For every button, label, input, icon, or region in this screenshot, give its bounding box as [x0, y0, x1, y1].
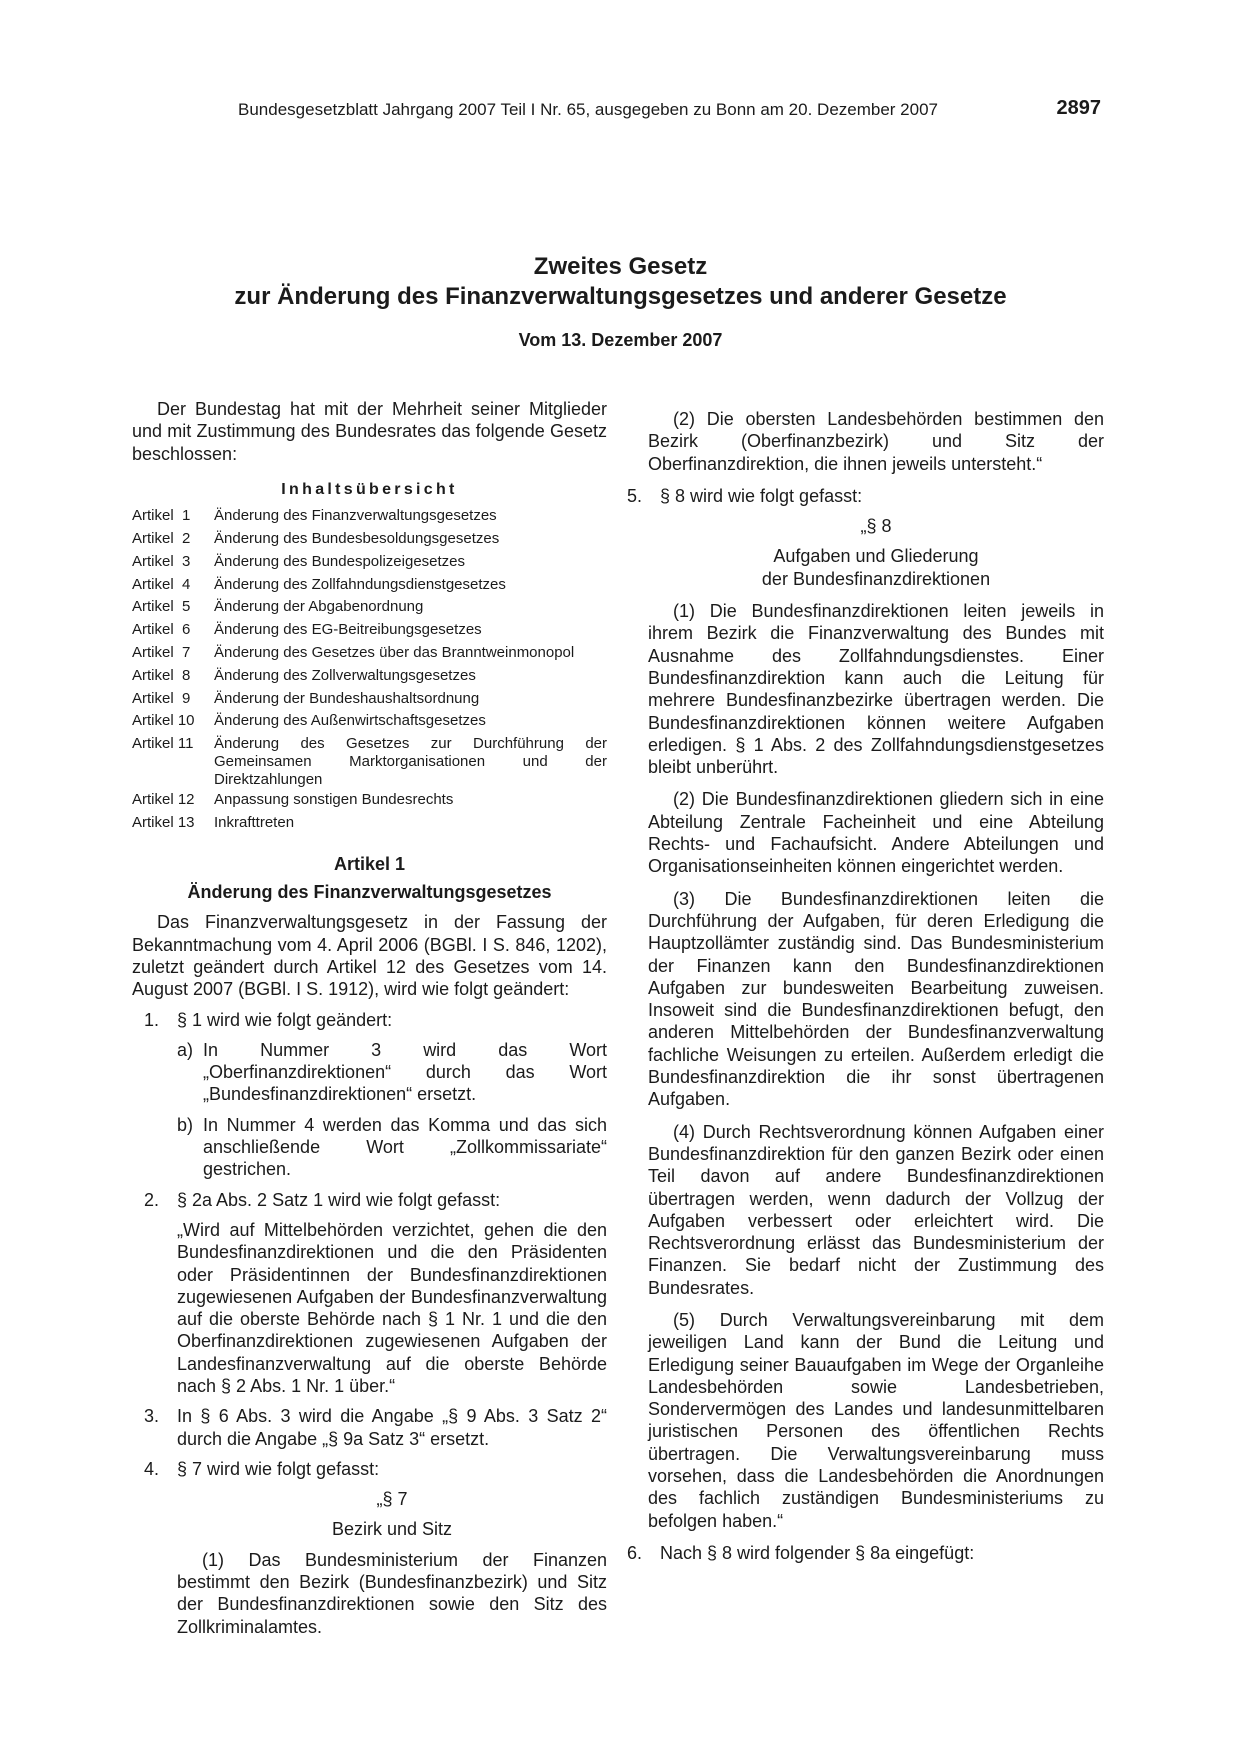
section-8-paragraph-3: (3) Die Bundesfinanzdirektionen leiten die Durchführung der Aufgaben, für deren Erledigung die Hauptzollämter zuständig sind. Das Bundesministerium der Finanzen kann den Bundesfinanzdirektionen Aufgaben zur bundesweiten Bearbeitung zuweisen. Insoweit sind die Bundesfinanzdirektionen befugt, den anderen Mittelbehörden der Bundesfinanzverwaltung fachliche Weisungen zu erteilen. Außerdem erledigt die Bundesfinanzdirektion die ihr sonst übertragenen Aufgaben.	[648, 888, 1104, 1110]
toc-article-number: Artikel 12	[132, 791, 195, 809]
left-column	[132, 398, 607, 1638]
sub-letter: b)	[177, 1114, 194, 1135]
toc-row	[132, 642, 607, 665]
toc-article-number: Artikel 11	[132, 735, 194, 753]
list-text: § 2a Abs. 2 Satz 1 wird wie folgt gefasst:	[177, 1189, 501, 1210]
toc-row	[132, 619, 607, 642]
section-title-7: Bezirk und Sitz	[331, 1519, 453, 1540]
list-text: Nach § 8 wird folgender § 8a eingefügt:	[660, 1542, 975, 1563]
toc-article-title: Änderung des Bundesbesoldungsgesetzes	[214, 529, 500, 547]
toc-article-number: Artikel 10	[132, 712, 195, 730]
section-symbol-8: „§ 8	[860, 516, 892, 537]
quoted-text: „Wird auf Mittelbehörden verzichtet, gehen die den Bundesfinanzdirektionen und die den Präsidenten oder Präsidentinnen der Bundesfinanzdirektionen zugewiesenen Aufgaben der Bundesfinanzverwaltung auf die oberste Behörde nach § 1 Nr. 1 und die den Oberfinanzdirektionen zugewiesenen Aufgaben der Landesfinanzverwaltung auf die oberste Behörde nach § 2 Abs. 1 Nr. 1 über.“	[177, 1219, 607, 1396]
toc-row	[132, 551, 607, 574]
toc-article-number: Artikel 9	[132, 689, 191, 707]
sub-letter: a)	[177, 1039, 194, 1060]
list-number: 6.	[627, 1542, 643, 1563]
toc-row	[132, 574, 607, 597]
toc-article-number: Artikel 3	[132, 552, 191, 570]
toc-article-title: Änderung des Gesetzes zur Durchführung der Gemeinsamen Marktorganisationen und der Direktzahlungen	[214, 735, 607, 789]
toc-row	[132, 596, 607, 619]
table-of-contents	[132, 505, 607, 835]
list-text: § 7 wird wie folgt gefasst:	[177, 1458, 380, 1479]
toc-row	[132, 665, 607, 688]
list-item	[615, 485, 1104, 507]
toc-article-title: Änderung des Außenwirtschaftsgesetzes	[214, 712, 486, 730]
section-title-8-line2: der Bundesfinanzdirektionen	[761, 568, 991, 589]
list-item	[132, 1405, 607, 1450]
section-7-paragraph-1: (1) Das Bundesministerium der Finanzen bestimmt den Bezirk (Bundesfinanzbezirk) und Sitz der Bundesfinanzdirektionen sowie den Sitz des Zollkriminalamtes.	[177, 1549, 607, 1637]
toc-article-number: Artikel 1	[132, 507, 191, 525]
toc-article-number: Artikel 7	[132, 643, 191, 661]
toc-heading: Inhaltsübersicht	[281, 480, 458, 498]
sub-text: In Nummer 3 wird das Wort „Oberfinanzdirektionen“ durch das Wort „Bundesfinanzdirektionen“ ersetzt.	[203, 1039, 607, 1105]
law-date: Vom 13. Dezember 2007	[518, 330, 723, 350]
toc-article-title: Änderung des Zollfahndungsdienstgesetzes	[214, 575, 506, 593]
toc-article-number: Artikel 5	[132, 598, 191, 616]
article-heading: Artikel 1	[333, 853, 406, 874]
toc-article-number: Artikel 4	[132, 575, 191, 593]
list-item	[132, 1458, 607, 1480]
page-number: 2897	[1056, 97, 1101, 119]
law-title-line1: Zweites Gesetz	[533, 253, 708, 280]
list-number: 4.	[144, 1458, 160, 1479]
sub-item	[132, 1114, 607, 1181]
toc-row	[132, 812, 607, 835]
toc-row	[132, 710, 607, 733]
toc-article-title: Änderung der Bundeshaushaltsordnung	[214, 689, 480, 707]
toc-row	[132, 528, 607, 551]
section-title-8-line1: Aufgaben und Gliederung	[773, 546, 979, 567]
toc-article-title: Änderung des EG-Beitreibungsgesetzes	[214, 621, 482, 639]
toc-row	[132, 789, 607, 812]
toc-article-number: Artikel 13	[132, 813, 195, 831]
right-column	[627, 398, 1104, 1564]
sub-item	[132, 1039, 607, 1106]
toc-article-title: Inkrafttreten	[214, 813, 295, 831]
list-item	[615, 1542, 1104, 1564]
list-text: § 8 wird wie folgt gefasst:	[660, 485, 863, 506]
list-number: 3.	[144, 1406, 160, 1427]
list-number: 2.	[144, 1189, 160, 1210]
section-8-paragraph-4: (4) Durch Rechtsverordnung können Aufgaben einer Bundesfinanzdirektion für den ganzen Bezirk oder einen Teil davon auf andere Bundesfinanzdirektionen übertragen werden, wenn dadurch der Vollzug der Aufgaben verbessert oder erleichtert wird. Die Rechtsverordnung erlässt das Bundesministerium der Finanzen. Sie bedarf nicht der Zustimmung des Bundesrates.	[648, 1121, 1104, 1298]
list-number: 1.	[144, 1009, 160, 1030]
list-item	[132, 1009, 607, 1031]
list-text: In § 6 Abs. 3 wird die Angabe „§ 9 Abs. 3 Satz 2“ durch die Angabe „§ 9a Satz 3“ ersetzt.	[177, 1406, 607, 1449]
preamble: Der Bundestag hat mit der Mehrheit seiner Mitglieder und mit Zustimmung des Bundesrates das folgende Gesetz beschlossen:	[132, 399, 607, 464]
list-number: 5.	[627, 485, 643, 506]
toc-row	[132, 688, 607, 711]
toc-row	[132, 733, 607, 789]
toc-article-title: Änderung des Finanzverwaltungsgesetzes	[214, 507, 497, 525]
toc-article-title: Änderung der Abgabenordnung	[214, 598, 424, 616]
running-header: Bundesgesetzblatt Jahrgang 2007 Teil I Nr. 65, ausgegeben zu Bonn am 20. Dezember 2007	[238, 100, 938, 119]
toc-article-title: Änderung des Zollverwaltungsgesetzes	[214, 666, 476, 684]
toc-article-number: Artikel 6	[132, 621, 191, 639]
section-symbol-7: „§ 7	[376, 1489, 408, 1510]
section-8-paragraph-2: (2) Die Bundesfinanzdirektionen gliedern sich in eine Abteilung Zentrale Facheinheit und eine Abteilung Rechts- und Fachaufsicht. Andere Abteilungen und Organisationseinheiten können eingerichtet werden.	[648, 789, 1104, 877]
toc-article-title: Änderung des Bundespolizeigesetzes	[214, 552, 466, 570]
list-item	[132, 1189, 607, 1211]
toc-article-title: Änderung des Gesetzes über das Branntweinmonopol	[214, 643, 575, 661]
toc-article-number: Artikel 8	[132, 666, 191, 684]
article-subheading: Änderung des Finanzverwaltungsgesetzes	[187, 882, 552, 903]
section-8-paragraph-5: (5) Durch Verwaltungsvereinbarung mit dem jeweiligen Land kann der Bund die Leitung und Erledigung seiner Bauaufgaben im Wege der Organleihe Landesbehörden sowie Landesbetrieben, Sondervermögen des Landes und landesunmittelbaren juristischen Personen des öffentlichen Rechts übertragen. Die Verwaltungsvereinbarung muss vorsehen, dass die Landesbehörden die Anordnungen des fachlich zuständigen Bundesministeriums zu befolgen haben.“	[648, 1309, 1104, 1531]
law-title-line2: zur Änderung des Finanzverwaltungsgesetzes und anderer Gesetze	[234, 283, 1007, 310]
sub-text: In Nummer 4 werden das Komma und das sich anschließende Wort „Zollkommissariate“ gestrichen.	[203, 1114, 607, 1180]
toc-row	[132, 505, 607, 528]
section-8-paragraph-1: (1) Die Bundesfinanzdirektionen leiten jeweils in ihrem Bezirk die Finanzverwaltung des Bundes mit Ausnahme des Zollfahndungsdienstes. Einer Bundesfinanzdirektion kann auch die Leitung für mehrere Bundesfinanzbezirke übertragen werden. Die Bundesfinanzdirektionen können weitere Aufgaben erledigen. § 1 Abs. 2 des Zollfahndungsdienstgesetzes bleibt unberührt.	[648, 601, 1104, 778]
list-text: § 1 wird wie folgt geändert:	[177, 1009, 393, 1030]
section-7-paragraph-2: (2) Die obersten Landesbehörden bestimmen den Bezirk (Oberfinanzbezirk) und Sitz der Oberfinanzdirektion, die ihnen jeweils untersteht.“	[648, 409, 1104, 474]
article-intro: Das Finanzverwaltungsgesetz in der Fassung der Bekanntmachung vom 4. April 2006 (BGBl. I S. 846, 1202), zuletzt geändert durch Artikel 12 des Gesetzes vom 14. August 2007 (BGBl. I S. 1912), wird wie folgt geändert:	[132, 912, 607, 1000]
toc-article-title: Anpassung sonstigen Bundesrechts	[214, 791, 454, 809]
toc-article-number: Artikel 2	[132, 529, 191, 547]
